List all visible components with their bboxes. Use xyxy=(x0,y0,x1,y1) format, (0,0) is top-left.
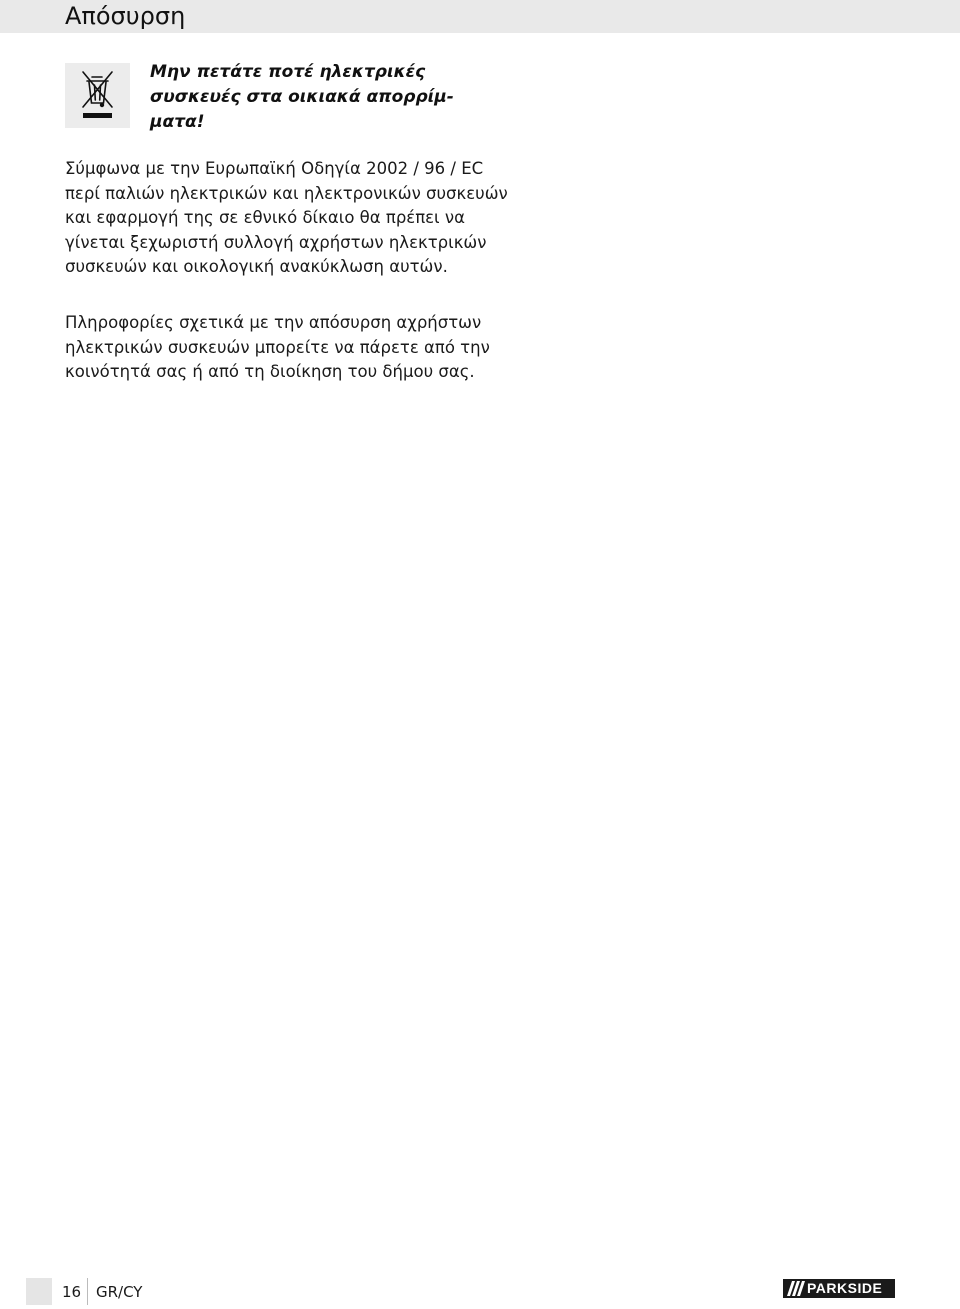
paragraph-line: κοινότητά σας ή από τη διοίκηση του δήμου σας. xyxy=(65,362,475,381)
parkside-logo xyxy=(783,1279,895,1298)
language-code: GR/CY xyxy=(96,1283,143,1301)
page-number: 16 xyxy=(62,1283,82,1301)
brand-name: PARKSIDE xyxy=(807,1280,883,1296)
information-paragraph xyxy=(65,311,490,385)
warning-line: ματα! xyxy=(150,112,205,132)
warning-line: συσκευές στα οικιακά απορρίμ- xyxy=(150,87,454,107)
page-title: Απόσυρση xyxy=(65,2,186,30)
crossed-out-wheelie-bin-icon xyxy=(65,63,130,128)
paragraph-line: γίνεται ξεχωριστή συλλογή αχρήστων ηλεκτρικών xyxy=(65,232,487,252)
weee-symbol-box xyxy=(65,63,130,128)
footer-divider xyxy=(87,1278,88,1305)
paragraph-line: ηλεκτρικών συσκευών μπορείτε να πάρετε από την xyxy=(65,337,490,357)
paragraph-line: και εφαρμογή της σε εθνικό δίκαιο θα πρέπει να xyxy=(65,208,465,227)
paragraph-line: συσκευών και οικολογική ανακύκλωση αυτών. xyxy=(65,257,448,276)
warning-line: Μην πετάτε ποτέ ηλεκτρικές xyxy=(150,62,426,82)
logo-stripes-icon xyxy=(787,1281,805,1296)
paragraph-line: Σύμφωνα με την Ευρωπαϊκή Οδηγία 2002 / 96 / EC xyxy=(65,159,484,178)
directive-paragraph xyxy=(65,157,508,280)
disposal-warning xyxy=(150,60,460,135)
paragraph-line: περί παλιών ηλεκτρικών και ηλεκτρονικών συσκευών xyxy=(65,183,508,203)
footer-marker xyxy=(26,1278,52,1305)
paragraph-line: Πληροφορίες σχετικά με την απόσυρση αχρήστων xyxy=(65,313,482,332)
